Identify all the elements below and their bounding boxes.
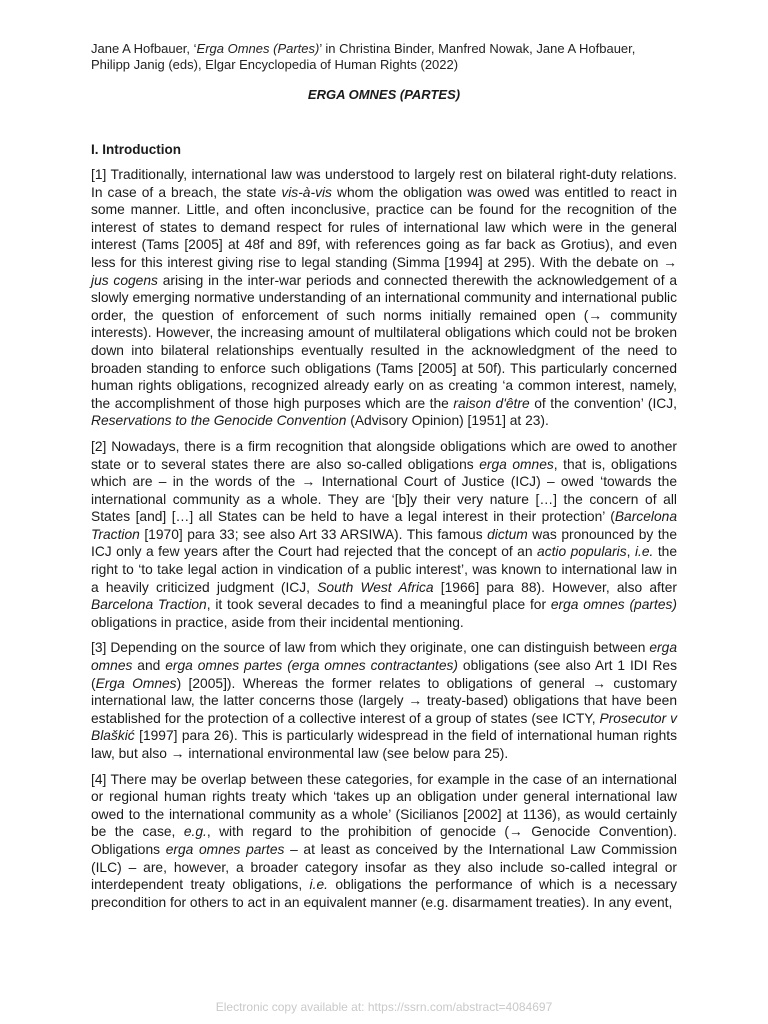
text-segment: the right to ‘to take legal action in vindication of a public interest’, was known to international law in a heavily criticized judgment (ICJ, (91, 544, 677, 595)
italic-text-segment: Barcelona Traction (91, 597, 207, 613)
text-segment: , that is, obligations which are – in the words of the → International Court of Justice (ICJ) – owed ‘towards the international community as a whole. They are ‘[b]y their very nature […] the concern of all States [and] […] all States can be held to have a legal interest in their protection’ ( (91, 456, 677, 525)
citation-author: Jane A Hofbauer, ‘ (91, 41, 197, 56)
italic-text-segment: i.e. (634, 544, 654, 560)
text-segment: [4] There may be overlap between these categories, for example in the case of an international or regional human rights treaty which ‘takes up an obligation under general international law owed to the international community as a whole’ (Sicilianos [2002] at 1136), as would certainly be the case, (91, 771, 677, 840)
document-title: ERGA OMNES (PARTES) (307, 87, 461, 102)
text-segment: whom the obligation was owed was entitled to react in some manner. Little, and often inconclusive, practice can be found for the recognition of the interest of states to demand respect for rules of international law which were in the general interest (Tams [2005] at 48f and 89f, with references going as far back as Grotius), and even less for this interest giving rise to legal standing (Simma [1994] at 295). With the debate on → (91, 184, 678, 270)
italic-text-segment: erga omnes (partes) (550, 597, 677, 613)
italic-text-segment: South West Africa (317, 579, 434, 595)
text-segment: and (132, 658, 166, 674)
paragraph-3 (91, 639, 677, 762)
citation-title: Erga Omnes (Partes) (196, 41, 320, 56)
text-segment: ) [2005]). Whereas the former relates to obligations of general → customary international law, the latter concerns those (largely → treaty-based) obligations that have been established for the protection of a collective interest of a group of states (see ICTY, (91, 675, 677, 726)
italic-text-segment: Reservations to the Genocide Convention (91, 413, 347, 429)
text-segment: [1] Traditionally, international law was understood to largely rest on bilateral right-duty relations. In case of a breach, the state (91, 167, 677, 200)
paragraph-2 (91, 438, 677, 632)
citation-rest-line2: Philipp Janig (eds), Elgar Encyclopedia of Human Rights (2022) (91, 57, 459, 72)
italic-text-segment: i.e. (309, 877, 328, 893)
text-segment: [1997] para 26). This is particularly widespread in the field of international human rights law, but also → international environmental law (see below para 25). (91, 728, 677, 761)
text-segment: obligations (see also Art 1 IDI Res ( (91, 658, 677, 691)
text-segment: – at least as conceived by the International Law Commission (ILC) – are, however, a broader category insofar as they also include so-called integral or interdependent treaty obligations, (91, 841, 678, 893)
italic-text-segment: Prosecutor v Blaškić (91, 710, 677, 744)
ssrn-watermark: Electronic copy available at: https://ssrn.com/abstract=4084697 (215, 1000, 553, 1014)
italic-text-segment: Barcelona Traction (91, 509, 677, 542)
italic-text-segment: vis-à-vis (281, 184, 332, 200)
text-segment: of the convention’ (ICJ, (529, 395, 678, 411)
paragraph-4 (91, 771, 677, 912)
italic-text-segment: actio popularis (537, 544, 627, 560)
italic-text-segment: erga omnes partes (erga omnes contractantes) (165, 658, 459, 674)
italic-text-segment: Erga Omnes (95, 675, 177, 691)
italic-text-segment: erga omnes (91, 640, 677, 674)
text-segment: obligations the performance of which is a necessary precondition for others to act in an equivalent manner (e.g. disarmament treaties). In any event, (91, 877, 677, 910)
document-body (91, 166, 677, 919)
citation-header (91, 41, 677, 73)
text-segment: obligations in practice, aside from their incidental mentioning. (91, 614, 464, 630)
italic-text-segment: jus cogens (91, 272, 158, 288)
text-segment: arising in the inter-war periods and connected therewith the acknowledgement of a slowly emerging normative understanding of an international community and international public order, the question of enforcement of such norms initially remained open (→ community interests). However, the increasing amount of multilateral obligations which could not be broken down into bilateral relationships eventually resulted in the acknowledgment of the need to broaden standing to enforce such obligations (Tams [2005] at 50f). This particularly concerned human rights obligations, recognized already early on as creating ‘a common interest, namely, the accomplishment of those high purposes which are the (91, 272, 678, 411)
text-segment: [3] Depending on the source of law from which they originate, one can distinguish between (91, 640, 650, 656)
text-segment: [2] Nowadays, there is a firm recognition that alongside obligations which are owed to another state or to several states there are also so-called obligations (91, 438, 677, 472)
citation-rest: ’ in Christina Binder, Manfred Nowak, Jane A Hofbauer, (319, 41, 636, 56)
italic-text-segment: raison d'être (453, 395, 530, 411)
italic-text-segment: e.g. (183, 824, 207, 840)
text-segment: , it took several decades to find a meaningful place for (206, 597, 551, 613)
text-segment: , (626, 544, 635, 560)
paragraph-1 (91, 166, 677, 430)
text-segment: was pronounced by the ICJ only a few years after the Court had rejected that the concept of an (91, 526, 677, 560)
italic-text-segment: erga omnes (479, 456, 554, 472)
text-segment: [1970] para 33; see also Art 33 ARSIWA). This famous (139, 526, 488, 542)
section-heading: I. Introduction (91, 142, 181, 157)
text-segment: , with regard to the prohibition of genocide (→ Genocide Convention). Obligations (91, 824, 677, 857)
italic-text-segment: erga omnes partes (165, 841, 285, 857)
text-segment: [1966] para 88). However, also after (433, 579, 677, 595)
text-segment: (Advisory Opinion) [1951] at 23). (346, 413, 549, 429)
italic-text-segment: dictum (487, 526, 528, 542)
